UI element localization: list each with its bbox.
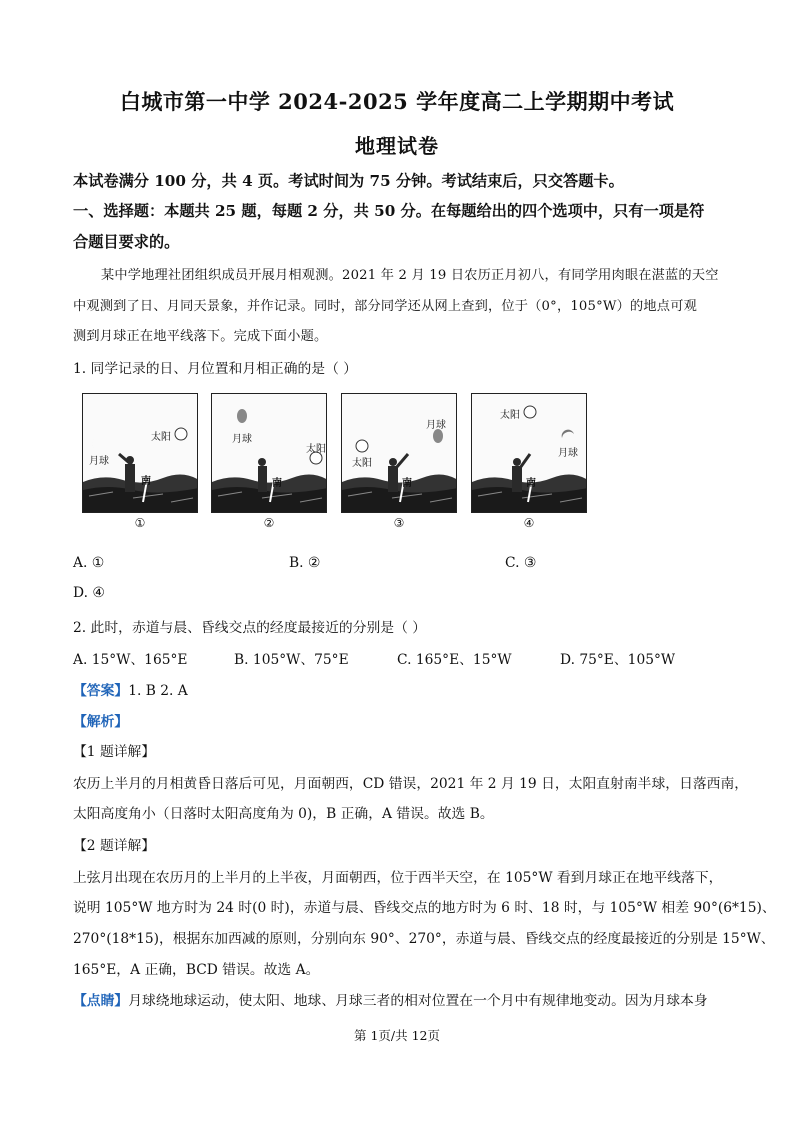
q1-option-d: D. ④ — [73, 585, 105, 601]
q1-option-c: C. ③ — [505, 555, 537, 571]
question-1-stem: 1. 同学记录的日、月位置和月相正确的是（ ） — [73, 361, 358, 377]
detail-2-line: 270°(18*15)，根据东加西减的原则，分别向东 90°、270°，赤道与晨、昏线交点的经度最接近的分别是 15°W、 — [73, 931, 775, 947]
figure-number-3: ③ — [393, 516, 405, 530]
figure-panel-4 — [471, 393, 587, 513]
figure-panel-1 — [82, 393, 198, 513]
south-label: 南 — [141, 476, 151, 487]
south-label: 南 — [402, 478, 412, 489]
q2-option-c: C. 165°E、15°W — [397, 652, 512, 668]
exam-instructions: 本试卷满分 100 分，共 4 页。考试时间为 75 分钟。考试结束后，只交答题卡。 — [73, 172, 624, 190]
figure-number-1: ① — [134, 516, 146, 530]
sun-icon — [175, 428, 187, 440]
q2-option-d: D. 75°E、105°W — [560, 652, 676, 668]
section-heading-line1: 一、选择题：本题共 25 题，每题 2 分，共 50 分。在每题给出的四个选项中，只有一项是符 — [73, 202, 705, 220]
moon-label: 月球 — [426, 420, 446, 431]
figure-number-4: ④ — [523, 516, 535, 530]
detail-1-line: 太阳高度角小（日落时太阳高度角为 0)，B 正确，A 错误。故选 B。 — [73, 806, 494, 822]
figure-panel-2 — [211, 393, 327, 513]
detail-2-line: 上弦月出现在农历月的上半月的上半夜，月面朝西，位于西半天空，在 105°W 看到月球正在地平线落下， — [73, 870, 723, 886]
q1-option-b: B. ② — [289, 555, 321, 571]
moon-gibbous-icon — [433, 429, 443, 443]
detail-1-line: 农历上半月的月相黄昏日落后可见，月面朝西，CD 错误，2021 年 2 月 19 日，太阳直射南半球，日落西南， — [73, 776, 749, 792]
sun-icon — [356, 440, 368, 452]
tip-tag: 【点睛】 — [73, 993, 129, 1009]
answer-tag: 【答案】 — [73, 683, 129, 699]
moon-crescent-icon — [92, 438, 99, 450]
sun-icon — [524, 406, 536, 418]
passage-line: 某中学地理社团组织成员开展月相观测。2021 年 2 月 19 日农历正月初八，有同学用肉眼在湛蓝的天空 — [101, 268, 719, 283]
detail-1-heading: 【1 题详解】 — [73, 744, 156, 760]
moon-crescent-icon — [562, 430, 574, 438]
sun-label: 太阳 — [500, 410, 520, 421]
exam-subtitle: 地理试卷 — [355, 134, 439, 158]
figure-number-2: ② — [263, 516, 275, 530]
south-label: 南 — [272, 478, 282, 489]
moon-label: 月球 — [89, 456, 109, 467]
q1-option-a: A. ① — [73, 555, 105, 571]
sun-label: 太阳 — [352, 458, 372, 469]
tip-line — [73, 989, 708, 1009]
moon-label: 月球 — [232, 434, 252, 445]
south-label: 南 — [526, 478, 536, 489]
moon-label: 月球 — [558, 448, 578, 459]
passage-line: 测到月球正在地平线落下。完成下面小题。 — [73, 329, 328, 344]
passage-line: 中观测到了日、月同天景象，并作记录。同时，部分同学还从网上查到，位于（0°，105°W）的地点可观 — [73, 299, 697, 314]
detail-2-line: 说明 105°W 地方时为 24 时(0 时)，赤道与晨、昏线交点的地方时为 6 时、18 时，与 105°W 相差 90°(6*15)、 — [73, 900, 776, 916]
answer-text: 1. B 2. A — [128, 683, 188, 699]
section-heading-line2: 合题目要求的。 — [73, 233, 180, 251]
answer-line — [73, 679, 188, 699]
moon-gibbous-icon — [237, 409, 247, 423]
q2-option-a: A. 15°W、165°E — [73, 652, 188, 668]
exam-title: 白城市第一中学 2024-2025 学年度高二上学期期中考试 — [119, 89, 675, 114]
sun-label: 太阳 — [151, 432, 171, 443]
detail-2-heading: 【2 题详解】 — [73, 838, 156, 854]
figure-panel-3 — [341, 393, 457, 513]
tip-text: 月球绕地球运动，使太阳、地球、月球三者的相对位置在一个月中有规律地变动。因为月球本身 — [128, 993, 708, 1009]
detail-2-line: 165°E，A 正确，BCD 错误。故选 A。 — [73, 962, 320, 978]
q2-option-b: B. 105°W、75°E — [234, 652, 349, 668]
sun-label: 太阳 — [306, 444, 326, 455]
question-2-stem: 2. 此时，赤道与晨、昏线交点的经度最接近的分别是（ ） — [73, 620, 427, 636]
analysis-tag: 【解析】 — [73, 714, 129, 730]
page-footer: 第 1页/共 12页 — [353, 1028, 441, 1043]
